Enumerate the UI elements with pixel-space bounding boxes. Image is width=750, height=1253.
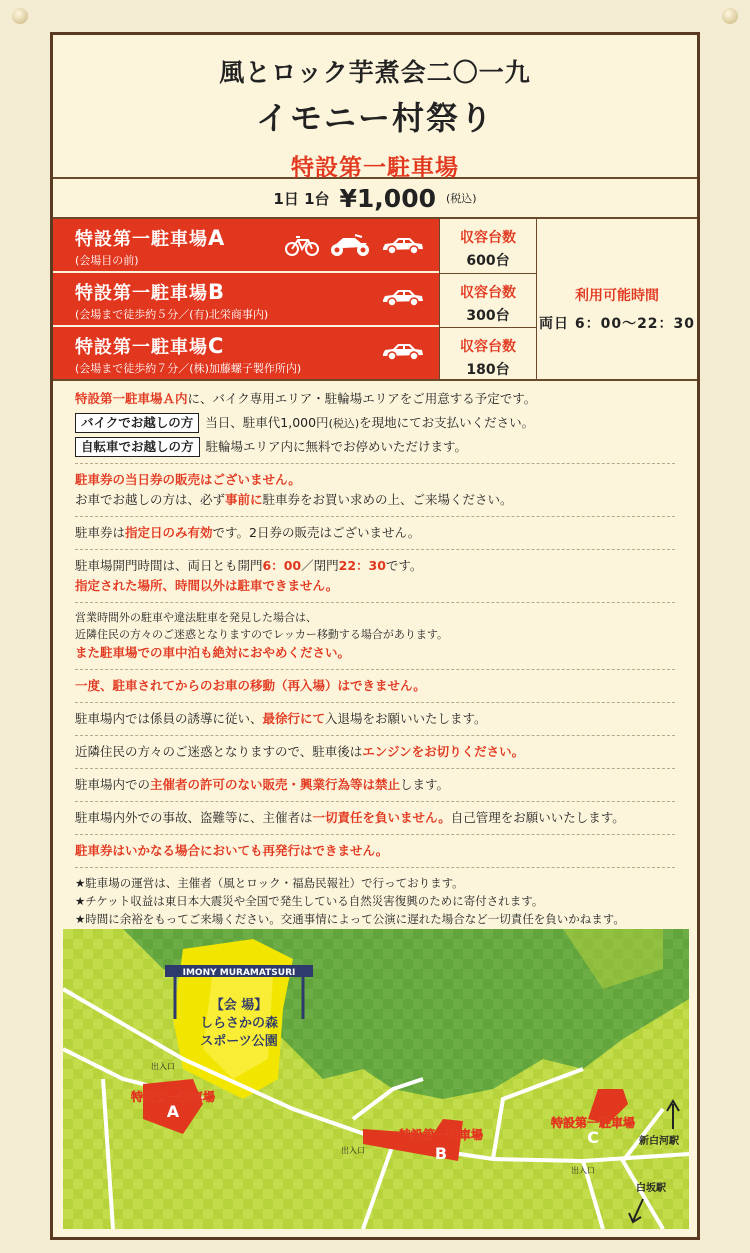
note-7-a: 駐車場内では係員の誘導に従い、	[75, 711, 263, 726]
price-tax: (税込)	[446, 192, 477, 205]
note-10-a: 駐車場内外での事故、盗難等に、主催者は	[75, 810, 313, 825]
lot-b-name: 特設第一駐車場	[75, 283, 208, 304]
car-icon	[381, 287, 425, 307]
note-no-reentry: 一度、駐車されてからのお車の移動（再入場）はできません。	[75, 670, 675, 703]
bike-text-tax: (税込)	[328, 417, 360, 430]
note-no-sales	[75, 769, 675, 802]
note-valid-day	[75, 517, 675, 550]
note-2-highlight: 駐車券の当日券の販売はございません。	[75, 472, 301, 487]
footnote-3: ★時間に余裕をもってご来場ください。交通事情によって公演に遅れた場合など一切責任を負いかねます。	[75, 912, 625, 926]
lot-c-capacity	[439, 327, 537, 381]
price-row	[53, 179, 697, 219]
map-lot-b-letter: B	[434, 1144, 448, 1163]
note-2-a: お車でお越しの方は、必ず	[75, 492, 226, 507]
lot-a-capacity	[439, 219, 537, 273]
car-icon	[381, 235, 425, 255]
note-4-open-time: 6：00	[262, 558, 302, 573]
price-unit: 1日 1台	[273, 189, 330, 208]
lot-c	[53, 327, 439, 379]
note-5-line-2: 近隣住民の方々のご迷惑となりますのでレッカー移動する場合があります。	[75, 628, 449, 641]
note-3-highlight: 指定日のみ有効	[125, 525, 213, 540]
station-shin-shirakawa: 新白河駅	[639, 1136, 679, 1147]
note-no-same-day	[75, 464, 675, 517]
bike-text-b: を現地にてお支払いください。	[359, 415, 535, 430]
note-5-highlight: また駐車場での車中泊も絶対におやめください。	[75, 645, 351, 660]
note-10-highlight: 一切責任を負いません。	[312, 810, 451, 825]
note-bike-area	[75, 381, 675, 464]
note-engine-off	[75, 736, 675, 769]
lot-b-capacity	[439, 273, 537, 327]
note-8-a: 近隣住民の方々のご迷惑となりますので、駐車後は	[75, 744, 363, 759]
footnote-2: ★チケット収益は東日本大震災や全国で発生している自然災害復興のために寄付されます。	[75, 894, 544, 908]
lot-a	[53, 219, 439, 271]
motorcycle-icon	[329, 233, 371, 257]
note-1-highlight: 特設第一駐車場Ａ内	[75, 391, 188, 406]
note-slow-driving	[75, 703, 675, 736]
bike-label: バイクでお越しの方	[75, 413, 199, 433]
note-illegal-parking	[75, 603, 675, 670]
lot-a-cap-value: 600台	[466, 253, 510, 269]
pin-left	[12, 8, 28, 24]
map-lot-a-letter: A	[166, 1102, 180, 1121]
bicycle-text: 駐輪場エリア内に無料でお停めいただけます。	[205, 439, 468, 454]
map-entrance-a: 出入口	[151, 1062, 175, 1071]
note-2-b: 駐車券をお買い求めの上、ご来場ください。	[262, 492, 513, 507]
note-4-a: 駐車場開門時間は、両日とも開門	[75, 558, 263, 573]
lot-a-cap-label: 収容台数	[460, 230, 516, 246]
note-3-b: です。2日券の販売はございません。	[212, 525, 421, 540]
note-9-a: 駐車場内での	[75, 777, 151, 792]
lot-b	[53, 273, 439, 325]
lot-b-cap-value: 300台	[466, 308, 510, 324]
hours-label: 利用可能時間	[575, 288, 659, 304]
lot-c-sub: (会場まで徒歩約７分／(株)加藤螺子製作所内)	[75, 362, 302, 375]
page-title: 特設第一駐車場	[291, 155, 459, 181]
bike-text-a: 当日、駐車代1,000円	[205, 415, 329, 430]
map-entrance-b: 出入口	[341, 1146, 365, 1155]
price-amount: ¥1,000	[339, 183, 436, 213]
venue-label-3: スポーツ公園	[200, 1034, 278, 1049]
map-lot-c-label: 特設第一駐車場	[550, 1116, 636, 1130]
note-5-line-1: 営業時間外の駐車や違法駐車を発見した場合は、	[75, 611, 317, 624]
car-icon	[381, 341, 425, 361]
note-3-a: 駐車券は	[75, 525, 126, 540]
notes	[53, 381, 697, 934]
event-subtitle: イモニー村祭り	[255, 99, 494, 137]
hours-value: 両日 6：00〜22：30	[538, 316, 696, 332]
lot-b-sub: (会場まで徒歩約５分／(有)北栄商事内)	[75, 308, 269, 321]
note-4-close-time: 22：30	[338, 558, 386, 573]
map-lot-c-letter: C	[587, 1128, 599, 1147]
note-1-text: に、バイク専用エリア・駐輪場エリアをご用意する予定です。	[187, 391, 537, 406]
map-lot-a-label: 特設第一駐車場	[130, 1090, 216, 1104]
lot-c-cap-label: 収容台数	[460, 339, 516, 355]
lot-b-letter: B	[208, 280, 226, 304]
lot-c-name: 特設第一駐車場	[75, 337, 208, 358]
parking-board	[50, 32, 700, 1240]
map-lot-b-label: 特設第一駐車場	[398, 1128, 484, 1142]
note-7-highlight: 最徐行にて	[262, 711, 326, 726]
venue-sign-text: IMONY MURAMATSURI	[182, 968, 296, 978]
footnote-1: ★駐車場の運営は、主催者（風とロック・福島民報社）で行っております。	[75, 876, 464, 890]
lots-table	[53, 219, 697, 381]
hours-cell	[537, 219, 697, 379]
note-footnotes	[75, 868, 675, 934]
venue-label-1: 【会 場】	[210, 998, 268, 1013]
lot-b-cap-label: 収容台数	[460, 285, 516, 301]
note-9-b: します。	[400, 777, 450, 792]
bicycle-icon	[285, 234, 319, 256]
bicycle-label: 自転車でお越しの方	[75, 437, 200, 457]
map-entrance-c: 出入口	[571, 1166, 595, 1175]
note-2-highlight-2: 事前に	[225, 492, 263, 507]
note-liability	[75, 802, 675, 835]
note-open-hours	[75, 550, 675, 603]
note-4-highlight: 指定された場所、時間以外は駐車できません。	[75, 578, 339, 593]
lot-a-name: 特設第一駐車場	[75, 229, 208, 250]
lot-a-letter: A	[208, 226, 226, 250]
header	[53, 35, 697, 179]
note-7-b: 入退場をお願いいたします。	[325, 711, 487, 726]
lot-c-cap-value: 180台	[466, 362, 510, 378]
note-10-b: 自己管理をお願いいたします。	[450, 810, 625, 825]
access-map	[63, 929, 689, 1229]
venue-label-2: しらさかの森	[199, 1016, 279, 1031]
note-no-reissue: 駐車券はいかなる場合においても再発行はできません。	[75, 835, 675, 868]
note-4-c: です。	[385, 558, 423, 573]
event-title: 風とロック芋煮会二〇一九	[219, 58, 531, 87]
pin-right	[722, 8, 738, 24]
lot-a-sub: (会場目の前)	[75, 254, 139, 267]
note-9-highlight: 主催者の許可のない販売・興業行為等は禁止	[150, 777, 401, 792]
note-4-b: ／閉門	[301, 558, 339, 573]
note-8-highlight: エンジンをお切りください。	[362, 744, 525, 759]
station-shirasaka: 白坂駅	[636, 1183, 666, 1194]
lot-c-letter: C	[208, 334, 225, 358]
